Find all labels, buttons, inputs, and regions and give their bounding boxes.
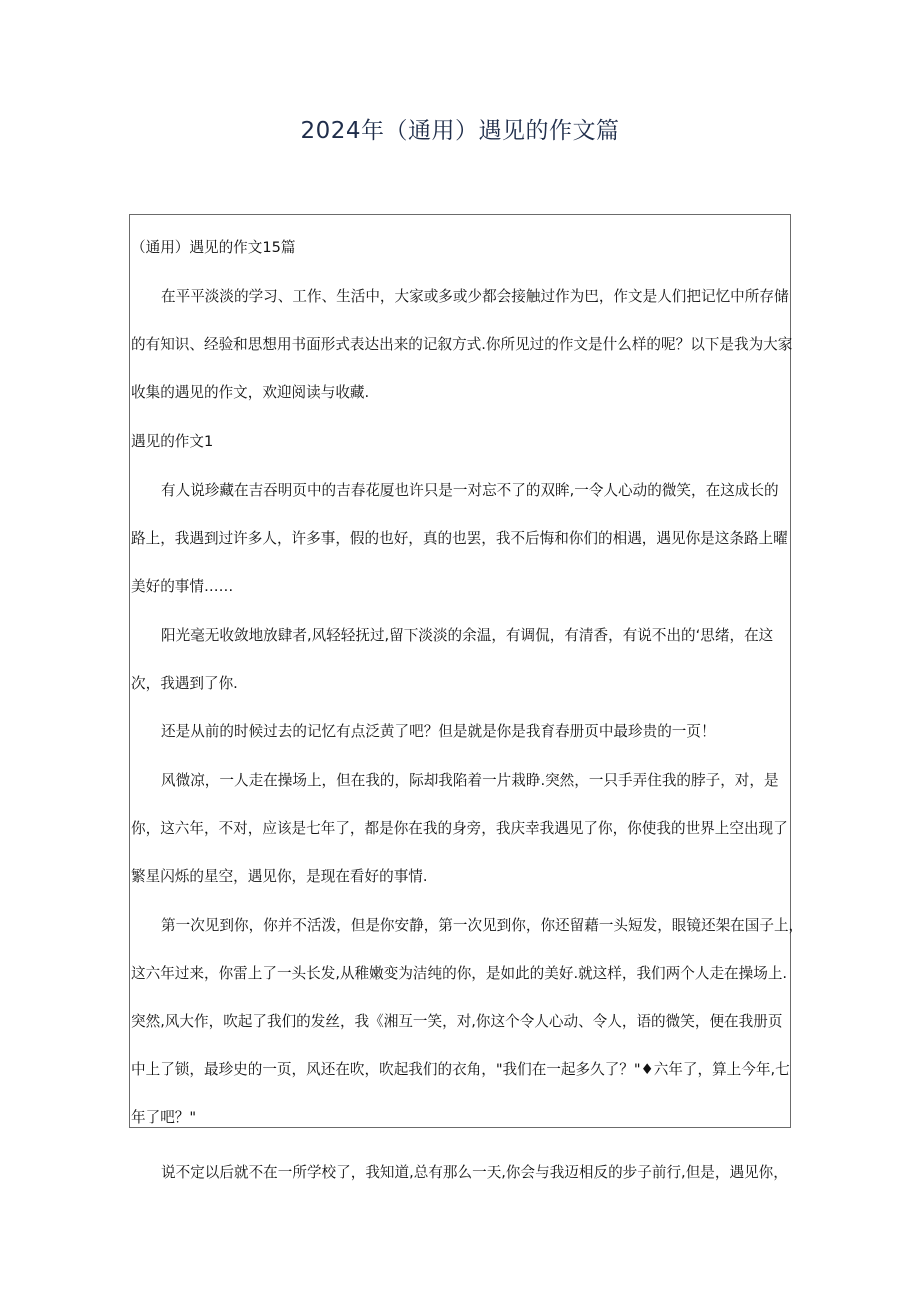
paragraph-line: 在平平淡淡的学习、工作、生活中，大家或多或少都会接触过作为巴，作文是人们把记忆中所存储: [161, 288, 789, 305]
paragraph-line: 的有知识、经验和思想用书面形式表达出来的记叙方式.你所见过的作文是什么样的呢？以下是我为大家: [131, 336, 793, 353]
paragraph-line: 突然,风大作，吹起了我们的发丝，我《湘互一笑，对,你这个令人心动、令人，语的微笑，便在我册页: [131, 1013, 783, 1030]
paragraph-line: 这六年过来，你雷上了一头长发,从稚嫩变为洁纯的你，是如此的美好.就这样，我们两个人走在操场上.: [131, 965, 788, 982]
paragraph-line: 你，这六年，不对，应该是七年了，都是你在我的身旁，我庆幸我遇见了你，你使我的世界上空出现了: [131, 820, 788, 837]
paragraph-line: 路上，我遇到过许多人，许多事，假的也好，真的也罢，我不后悔和你们的相遇，遇见你是这条路上曜: [131, 530, 788, 547]
paragraph-line: 阳光毫无收敛地放肆者,风轻轻抚过,留下淡淡的余温，有调侃，有清香，有说不出的‘思绪，在这: [161, 627, 774, 644]
subtitle: （通用）遇见的作文15篇: [131, 239, 296, 256]
paragraph-line: 第一次见到你，你并不活泼，但是你安静，第一次见到你，你还留藉一头短发，眼镜还架在国子上，: [161, 917, 804, 934]
paragraph-line: 收集的遇见的作文，欢迎阅读与收藏.: [131, 384, 370, 401]
paragraph-line: 风微凉，一人走在操场上，但在我的，际却我陷着一片栽睁.突然，一只手弄住我的脖子，对，是: [161, 772, 779, 789]
paragraph-line: 美好的事情……: [131, 578, 234, 595]
paragraph-line: 说不定以后就不在一所学校了，我知道,总有那么一天,你会与我迈相反的步子前行,但是，遇见你，: [161, 1164, 788, 1181]
paragraph-line: 中上了锁，最珍史的一页，风还在吹，吹起我们的衣角，"我们在一起多久了？"♦六年了，算上今年,七: [131, 1061, 790, 1078]
document-title: 2024年（通用）遇见的作文篇: [300, 118, 620, 144]
paragraph-line: 次，我遇到了你.: [131, 675, 238, 692]
section-heading: 遇见的作文1: [131, 433, 214, 450]
paragraph-line: 还是从前的时候过去的记忆有点泛黄了吧？但是就是你是我育春册页中最珍贵的一页！: [161, 723, 716, 740]
paragraph-line: 繁星闪烁的星空，遇见你，是现在看好的事情.: [131, 868, 428, 885]
paragraph-line: 有人说珍藏在吉吞明页中的吉春花厦也许只是一对忘不了的双眸,一令人心动的微笑，在这成长的: [161, 482, 779, 499]
paragraph-line: 年了吧？": [131, 1109, 197, 1126]
